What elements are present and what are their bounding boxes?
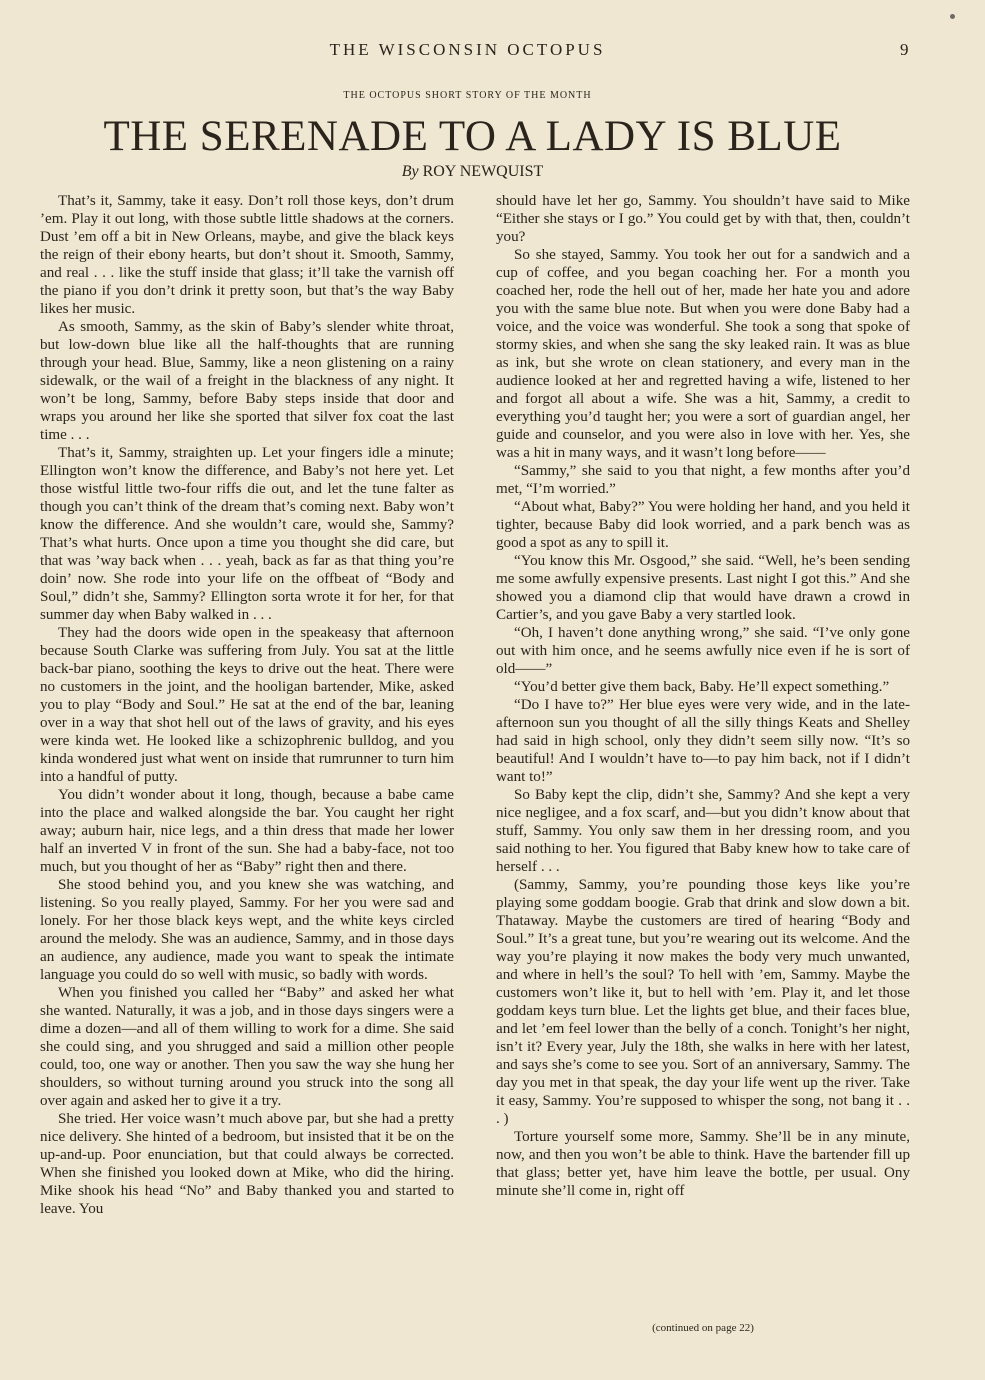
paragraph: When you finished you called her “Baby” and asked her what she wanted. Naturally, it was a job, and in those days singers were a dime a dozen—and all of them willing to work for a dime. She said she could sing, and you shrugged and said a million other people could, too, one way or another. Then you saw the way she hung her shoulders, so without turning around you struck into the song all over again and asked her to give it a try. xyxy=(40,985,454,1109)
paragraph: They had the doors wide open in the speakeasy that afternoon because South Clarke was suffering from July. You sat at the little back-bar piano, soothing the keys to drive out the heat. There were no customers in the joint, and the hooligan bartender, Mike, asked you to play “Body and Soul.” He sat at the end of the bar, leaning over in a way that shot hell out of the laws of gravity, and his eyes were kinda wet. He looked like a schizophrenic bulldog, and you kinda wondered just what went on inside that rumrunner to turn him into a handful of putty. xyxy=(40,625,454,785)
story-kicker: THE OCTOPUS SHORT STORY OF THE MONTH xyxy=(343,90,592,101)
left-column xyxy=(40,192,454,1218)
paragraph: She stood behind you, and you knew she was watching, and listening. So you really played, Sammy. For her you were sad and lonely. For her those black keys wept, and the white keys circled around the melody. She was an audience, Sammy, and in those days an audience, any audience, made you want to speak the intimate language you could do so well with music, so badly with words. xyxy=(40,877,454,983)
paragraph: “Do I have to?” Her blue eyes were very wide, and in the late-afternoon sun you thought of all the silly things Keats and Shelley had said in high school, only they didn’t seem silly now. “It’s so beautiful! And I wouldn’t have to—to pay him back, not if I didn’t want to!” xyxy=(496,697,910,785)
paragraph: “Oh, I haven’t done anything wrong,” she said. “I’ve only gone out with him once, and he seems awfully nice even if he is sort of old——” xyxy=(496,625,910,677)
author-name: ROY NEWQUIST xyxy=(422,163,544,180)
paragraph: So she stayed, Sammy. You took her out for a sandwich and a cup of coffee, and you began coaching her. For a month you coached her, rode the hell out of her, made her hate you and adore you with the same blue note. But when you were done Baby had a voice, and the voice was wonderful. She took a song that spoke of stormy skies, and when she sang the sky leaked rain. It was as blue as ink, but she wrote on clean stationery, and every man in the audience looked at her and regretted having a wife, listened to her and forgot all about a wife. She was a hit, Sammy, a credit to everything you’d taught her; you were a sort of guardian angel, her guide and counselor, and you were also in love with her. Yes, she was a hit in many ways, and it wasn’t long before—— xyxy=(496,247,910,461)
paragraph: “You know this Mr. Osgood,” she said. “Well, he’s been sending me some awfully expensive presents. Last night I got this.” And she showed you a diamond clip that would have drawn a crowd in Cartier’s, and you gave Baby a very startled look. xyxy=(496,553,910,623)
paragraph: “Sammy,” she said to you that night, a few months after you’d met, “I’m worried.” xyxy=(496,463,910,497)
right-column xyxy=(496,192,910,1200)
paragraph: As smooth, Sammy, as the skin of Baby’s slender white throat, but low-down blue like all the half-thoughts that are running through your head. Blue, Sammy, like a neon glistening on a rainy sidewalk, or the wail of a freight in the blackness of any night. It won’t be long, Sammy, before Baby steps inside that door and wraps you around her like she sported that silver fox coat the last time . . . xyxy=(40,319,454,443)
paragraph: “About what, Baby?” You were holding her hand, and you held it tighter, because Baby did look worried, and a park bench was as good a spot as any to spill it. xyxy=(496,499,910,551)
running-header xyxy=(0,40,985,66)
paragraph: Torture yourself some more, Sammy. She’ll be in any minute, now, and then you won’t be able to think. Have the bartender fill up that glass; better yet, have him leave the bottle, per usual. Ony minute she’ll come in, right off xyxy=(496,1129,910,1199)
paragraph: “You’d better give them back, Baby. He’ll expect something.” xyxy=(514,679,890,695)
story-title: THE SERENADE TO A LADY IS BLUE xyxy=(103,113,842,160)
page-number: 9 xyxy=(900,40,909,59)
paragraph: (Sammy, Sammy, you’re pounding those keys like you’re playing some goddam boogie. Grab that drink and slow down a bit. Thataway. Maybe the customers are tired of hearing “Body and Soul.” It’s a great tune, but you’re wearing out its welcome. And the way you’re playing it now makes the body very much unwanted, and where in hell’s the soul? To hell with ’em, Sammy. Maybe the customers won’t like it, but to hell with ’em. Play it, and let those goddam keys turn blue. Let the lights get blue, and their faces blue, and let ’em feel lower than the belly of a conch. Tonight’s her night, isn’t it? Every year, July the 18th, she walks in here with her latest, and says she’s come to see you. Sort of an anniversary, Sammy. The day you met in that speak, the day your life went up the river. Take it easy, Sammy. You’re supposed to whisper the song, not bang it . . . ) xyxy=(496,877,910,1127)
byline-prefix: By xyxy=(401,163,419,180)
magazine-title: THE WISCONSIN OCTOPUS xyxy=(329,40,606,59)
continued-note: (continued on page 22) xyxy=(652,1322,754,1334)
paragraph: That’s it, Sammy, take it easy. Don’t roll those keys, don’t drum ’em. Play it out long, with those subtle little shadows at the corners. Dust ’em off a bit in New Orleans, maybe, and give the black keys the reign of their ebony hearts, but don’t shout it. Smooth, Sammy, and real . . . like the stuff inside that glass; it’ll take the varnish off the piano if you don’t drink it pretty soon, but that’s the way Baby likes her music. xyxy=(40,193,454,317)
paragraph: should have let her go, Sammy. You shouldn’t have said to Mike “Either she stays or I go.” You could get by with that, then, couldn’t you? xyxy=(496,193,910,245)
paragraph: She tried. Her voice wasn’t much above par, but she had a pretty nice delivery. She hinted of a bedroom, but insisted that it be on the up-and-up. Poor enunciation, but that could always be corrected. When she finished you looked down at Mike, who did the hiring. Mike shook his head “No” and Baby thanked you and started to leave. You xyxy=(40,1111,454,1217)
paragraph: You didn’t wonder about it long, though, because a babe came into the place and walked alongside the bar. You caught her right away; auburn hair, nice legs, and a thin dress that made her lower half an inverted V in front of the sun. She had a baby-face, not too much, but you thought of her as “Baby” right then and there. xyxy=(40,787,454,875)
byline xyxy=(0,163,945,181)
paragraph: That’s it, Sammy, straighten up. Let your fingers idle a minute; Ellington won’t know the difference, and Baby’s not here yet. Let those wistful little two-four riffs die out, and let the tune falter as though you can’t think of the dream that’s coming next. Baby won’t know the difference. And she wouldn’t care, would she, Sammy? That’s what hurts. Once upon a time you thought she did care, but that was ’way back when . . . yeah, back as far as that thing you’re doin’ now. She rode into your life on the offbeat of “Body and Soul,” didn’t she, Sammy? Ellington sorta wrote it for her, for that summer day when Baby walked in . . . xyxy=(40,445,454,623)
paragraph: So Baby kept the clip, didn’t she, Sammy? And she kept a very nice negligee, and a fox scarf, and—but you didn’t know about that stuff, Sammy. You only saw them in her dressing room, and you said nothing to her. You figured that Baby knew how to take care of herself . . . xyxy=(496,787,910,875)
print-speck xyxy=(950,14,955,19)
